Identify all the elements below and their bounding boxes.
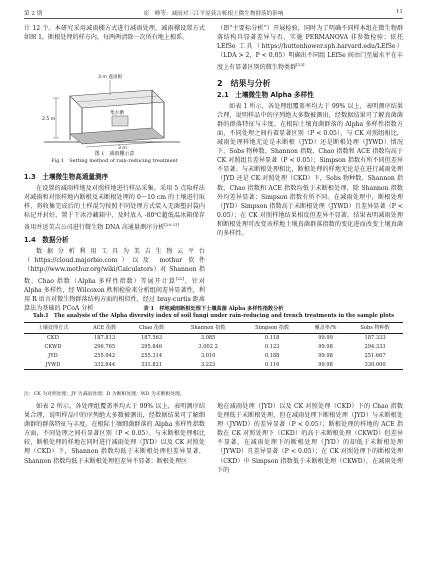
table-cell: 0.188	[264, 352, 280, 359]
table-cell: 0.118	[264, 335, 280, 342]
table-row	[24, 351, 403, 360]
ref-20-21: [20-21]	[164, 222, 180, 228]
figure-1-caption	[24, 151, 205, 165]
section-1-4-title: 1.4 数据分析	[24, 235, 69, 244]
col-header: 覆盖率/%	[304, 323, 347, 334]
ref-23: [23]	[296, 62, 305, 68]
section-2-1-body: 如表 1 所示，各处理组覆盖率均大于 99% 以上，表明测序结果合理，说明样品中的序列绝大多数被测出，经数据结果可了解真菌菌群的群落特征与丰度。在根际土壤真菌群落的 Alpha 多样性指数方面，不同处理之间有着显著区别（P < 0.05），与 CK 对照组相比，减雨处理样地无论是未断根（JYD）还是断根处理（JYWD）情况下，Sobs 物种数、Shannon 指数、Chao 指数和 ACE 指数均高于 CK 对照组且差异显著（P < 0.05）；Simpson 指数有所不同但差异不显著。与未断根处理相比，断根处理的样地无论是在进行减雨处理（JYD 还是 CK 对照处理（CKD）下，Sobs 物种数、Shannon 指数、Chao 指数和 ACE 指数均低于未断根处理，除 Shannon 指数外均差异显著；Simpson 指数有所不同。在减雨处理中，断根处理（JYD）Simpson 指数高于未断根处理（JYWD）且差异显著（P < 0.05）；在 CK 对照样地结果相反但差异不显著。结果表明减雨处理和断根处理可改变该样地土壤真菌群落指数的变化进而改变土壤真菌的多样性。	[217, 102, 403, 237]
rain-shelter-diagram	[40, 68, 184, 150]
table-cell: 295.846	[141, 343, 163, 350]
table-cell: 99.98	[318, 352, 333, 359]
col-header: Shannon 指数	[176, 323, 240, 334]
table-caption-en: Tab.1 The analysis of the Alpha diversity index of soil fungi under rain-reducing and trench treatments in the sample plots	[32, 313, 395, 320]
table-cell: 99.98	[318, 343, 333, 350]
col-header: Sobs 物种数	[347, 323, 403, 334]
table-cell: 294.333	[364, 343, 386, 350]
figure-caption-en: Fig.1 Setting method of rain-reducing treatment	[51, 158, 178, 164]
table-cell: 251.667	[364, 352, 386, 359]
table-cell: 3.002 2	[198, 343, 218, 350]
section-2-title: 2 结果与分析	[217, 78, 271, 88]
left-column-bottom	[24, 402, 205, 466]
col-header: ACE 指数	[82, 323, 127, 334]
table-cell: 99.98	[304, 360, 347, 369]
col-header: Simpson 指数	[240, 323, 304, 334]
table-cell: CKWD	[44, 343, 62, 350]
table-cell: CKD	[47, 335, 59, 342]
table-cell: 187.563	[141, 335, 163, 342]
issue-number: 第 2 期	[24, 11, 43, 17]
table-cell: 296.765	[94, 343, 116, 350]
table-cell: 0.116	[240, 360, 304, 369]
table-row	[24, 343, 403, 352]
table-row	[24, 333, 403, 342]
table-cell: 0.123	[264, 343, 280, 350]
col-header: 土壤处理方式	[24, 323, 82, 334]
permanova-paragraph: （即“主要标分析”）开展检验，同时为了明确不同样本组在微生物群落结构具显著差异与否，实施 PERMANOVA 非参数检验；依托 LEfSe 工具（https://huttenhower.sph.harvard.edu/LEfSe）（LDA > 2，P < 0.05）明确出不同组 LEfSe 间由门至属水平在丰度上有显著区别的微生物类群[23]	[217, 25, 403, 72]
figure-label-width: 3 m	[118, 146, 127, 150]
table-cell: 331.821	[127, 360, 176, 369]
figure-label-trough: 集水槽	[110, 111, 124, 116]
section-2-1-title: 2.1 土壤微生物 Alpha 多样性	[217, 90, 314, 99]
table-note: 注：CK 为对照处理；JY 为减雨处理；D 为断根处理；WD 为未断根处理。	[24, 392, 185, 397]
table-1-caption	[24, 306, 403, 320]
ref-22: [22]	[175, 275, 184, 281]
figure-label-height: 2.5 m	[42, 117, 56, 122]
table-cell: 99.99	[318, 335, 333, 342]
figure-label-roof: 3 m 遮雨板	[98, 75, 123, 80]
table-header-row	[24, 323, 403, 334]
table-cell: 3.010	[200, 352, 216, 359]
section-1-3-title: 1.3 土壤微生物高通量测序	[24, 173, 109, 181]
figure-caption-cn: 图 1 减雨棚示意	[94, 151, 135, 157]
table-cell: JYD	[48, 352, 58, 359]
running-title: 崔 峰等：减雨对三江平原荻古栎根土微生物群落的影响	[143, 11, 284, 17]
table-cell: 330.000	[347, 360, 403, 369]
table-cell: 187.813	[94, 335, 116, 342]
col-header: Chao 指数	[127, 323, 176, 334]
table-cell: 3.085	[200, 335, 216, 342]
table-cell: 187.333	[364, 335, 386, 342]
table-row	[24, 360, 403, 369]
right-column-bottom	[217, 402, 403, 475]
table-cell: 332.844	[82, 360, 127, 369]
bacteria-alpha-paragraph: 如表 2 所示，各处理组覆盖率均大于 99% 以上，表明测序结果合理，说明样品中的序列绝大多数被测出，经数据结果可了解细菌群的群落特征与丰度。在根际土壤细菌群落的 Alpha 多样性指数方面，不同处理之间有显著区别（P < 0.05）。与未断根处理相比较，断根处理的样地在同时进行减雨处理（JYD）以及 CK 对照处理（CKD）下，Shannon 指数均低于未断根处理但差异显著，Shannon 指数均低于未断根处理但差异不显著；断根处理区	[24, 403, 205, 465]
intro-paragraph: 计 12 个。本研究采用减雨棚方式进行减雨处理，减雨棚设置方式如图 1。断根处理的样方内，每两两清除一次所有地上根系。	[24, 25, 205, 42]
section-1-4-body: 数据分析利用工具为美吉生物云平台（https://cloud.majorbio.com）以及 mothur 软件（http://www.mothur.org/wiki/Calculators）对 Shannon 指数、Chao 指数（Alpha 多样性指数）等展开计算[22]，针对 Alpha 多样性，经 Wilcoxon 秩和检验来分析组间差异显著性，利用 R 语言对微生物群落结构方面的相似性，经过 bray-curtis 距离算法为基础的 PCoA 分析	[24, 247, 205, 313]
table-cell: 255.314	[141, 352, 163, 359]
running-header	[24, 7, 403, 19]
figure-1	[40, 68, 184, 150]
page-number: 11	[395, 9, 403, 15]
left-column-methods	[24, 173, 205, 313]
alpha-diversity-table	[24, 322, 403, 370]
table-cell: 3.223	[176, 360, 240, 369]
section-1-3-body: 在设置的减雨样地及对照样地进行样品采集。采用 5 点取样法对减雨和对照样地内断根及未断根处理的 0～10 cm 的土壤进行取样，将收集完成后的土样混匀按照不同处理方式装入无菌塑封袋内标记并封好，置于干冰冷藏箱中，及时放入 -80℃超低温冰箱保存备用并送美吉公司进行微生物 DNA 高通量测序分析[20-21]	[24, 185, 205, 232]
table-cell: JYWD	[24, 360, 82, 369]
right-column-top	[217, 24, 403, 238]
bacteria-alpha-continued: 地在减雨处理（JYD）以及 CK 对照处理（CKD）下的 Chao 指数处理低于未断根处理，但在减雨处理下断根处理（JYD）与未断根处理（JYWD）的差异显著（P < 0.05）；断根处理的样地的 ACE 指数在 CK 对照处理下（CKD）的高于未断根处理（CKWD）但差异不显著，在减雨处理下的断根处理（JYD）的却低于未断根处理（JYWD）且差异显著（P < 0.05）；在 CK 对照处理下的断根处理（CKD）中 Simpson 指数低于未断根处理（CKWD），在减雨处理下的	[217, 403, 403, 474]
table-cell: 255.942	[94, 352, 116, 359]
left-column-top	[24, 24, 205, 42]
table-caption-cn: 表 1 样地减雨断根处理下土壤真菌 Alpha 多样性指数分析	[143, 306, 284, 312]
